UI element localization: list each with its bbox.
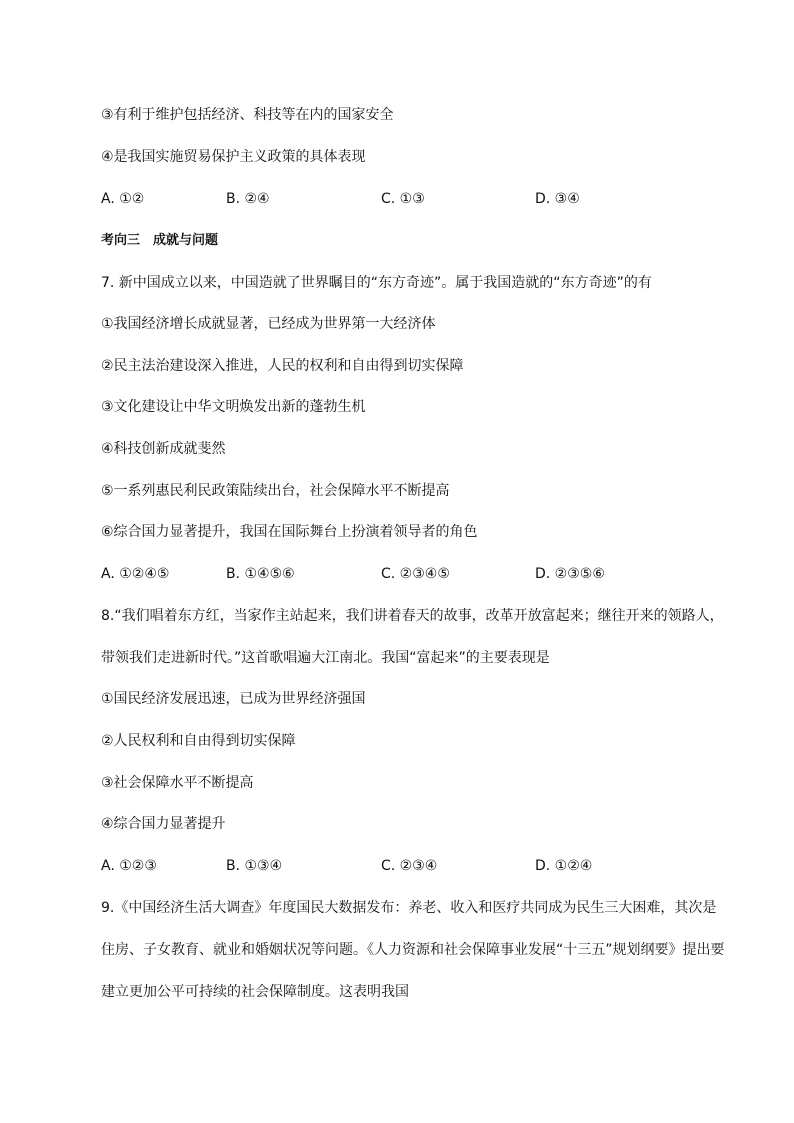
q7-options xyxy=(101,564,701,584)
q8-item-1: ①国民经济发展迅速，已成为世界经济强国 xyxy=(101,691,366,707)
q8-item-3: ③社会保障水平不断提高 xyxy=(101,775,254,791)
q8-option-b: B. ①③④ xyxy=(226,858,283,874)
q7-option-b: B. ①④⑤⑥ xyxy=(226,566,295,582)
section-title: 考向三 成就与问题 xyxy=(101,233,219,248)
q9-stem-line-3: 建立更加公平可持续的社会保障制度。这表明我国 xyxy=(101,984,409,1000)
q8-option-c: C. ②③④ xyxy=(381,858,438,874)
q7-item-2: ②民主法治建设深入推进，人民的权利和自由得到切实保障 xyxy=(101,358,464,374)
q7-item-5: ⑤一系列惠民利民政策陆续出台，社会保障水平不断提高 xyxy=(101,483,450,499)
q7-item-6: ⑥综合国力显著提升，我国在国际舞台上扮演着领导者的角色 xyxy=(101,524,478,540)
q8-option-d: D. ①②④ xyxy=(535,858,593,874)
q9-stem-line-2: 住房、子女教育、就业和婚姻状况等问题。《人力资源和社会保障事业发展“十三五”规划纲要》提出要 xyxy=(101,942,725,958)
q7-option-d: D. ②③⑤⑥ xyxy=(535,566,605,582)
q7-item-4: ④科技创新成就斐然 xyxy=(101,441,226,457)
q8-stem-line-1: 8.“我们唱着东方红，当家作主站起来，我们讲着春天的故事，改革开放富起来；继往开来的领路人， xyxy=(101,608,724,624)
q7-option-c: C. ②③④⑤ xyxy=(381,566,450,582)
q7-item-3: ③文化建设让中华文明焕发出新的蓬勃生机 xyxy=(101,399,366,415)
q8-item-4: ④综合国力显著提升 xyxy=(101,816,226,832)
q8-stem-line-2: 带领我们走进新时代。”这首歌唱遍大江南北。我国“富起来”的主要表现是 xyxy=(101,650,550,666)
q7-stem: 7. 新中国成立以来，中国造就了世界瞩目的“东方奇迹”。属于我国造就的“东方奇迹”的有 xyxy=(101,275,652,291)
q6-option-b: B. ②④ xyxy=(226,191,270,207)
q9-stem-line-1: 9.《中国经济生活大调查》年度国民大数据发布：养老、收入和医疗共同成为民生三大困难，其次是 xyxy=(101,900,717,916)
q7-item-1: ①我国经济增长成就显著，已经成为世界第一大经济体 xyxy=(101,316,436,332)
q8-option-a: A. ①②③ xyxy=(101,858,157,874)
q8-options xyxy=(101,856,701,876)
q7-option-a: A. ①②④⑤ xyxy=(101,566,170,582)
q8-item-2: ②人民权利和自由得到切实保障 xyxy=(101,733,296,749)
q6-options xyxy=(101,189,701,209)
q6-option-a: A. ①② xyxy=(101,191,145,207)
q6-item-3: ③有利于维护包括经济、科技等在内的国家安全 xyxy=(101,107,394,123)
q6-option-d: D. ③④ xyxy=(535,191,580,207)
q6-item-4: ④是我国实施贸易保护主义政策的具体表现 xyxy=(101,149,366,165)
q6-option-c: C. ①③ xyxy=(381,191,425,207)
